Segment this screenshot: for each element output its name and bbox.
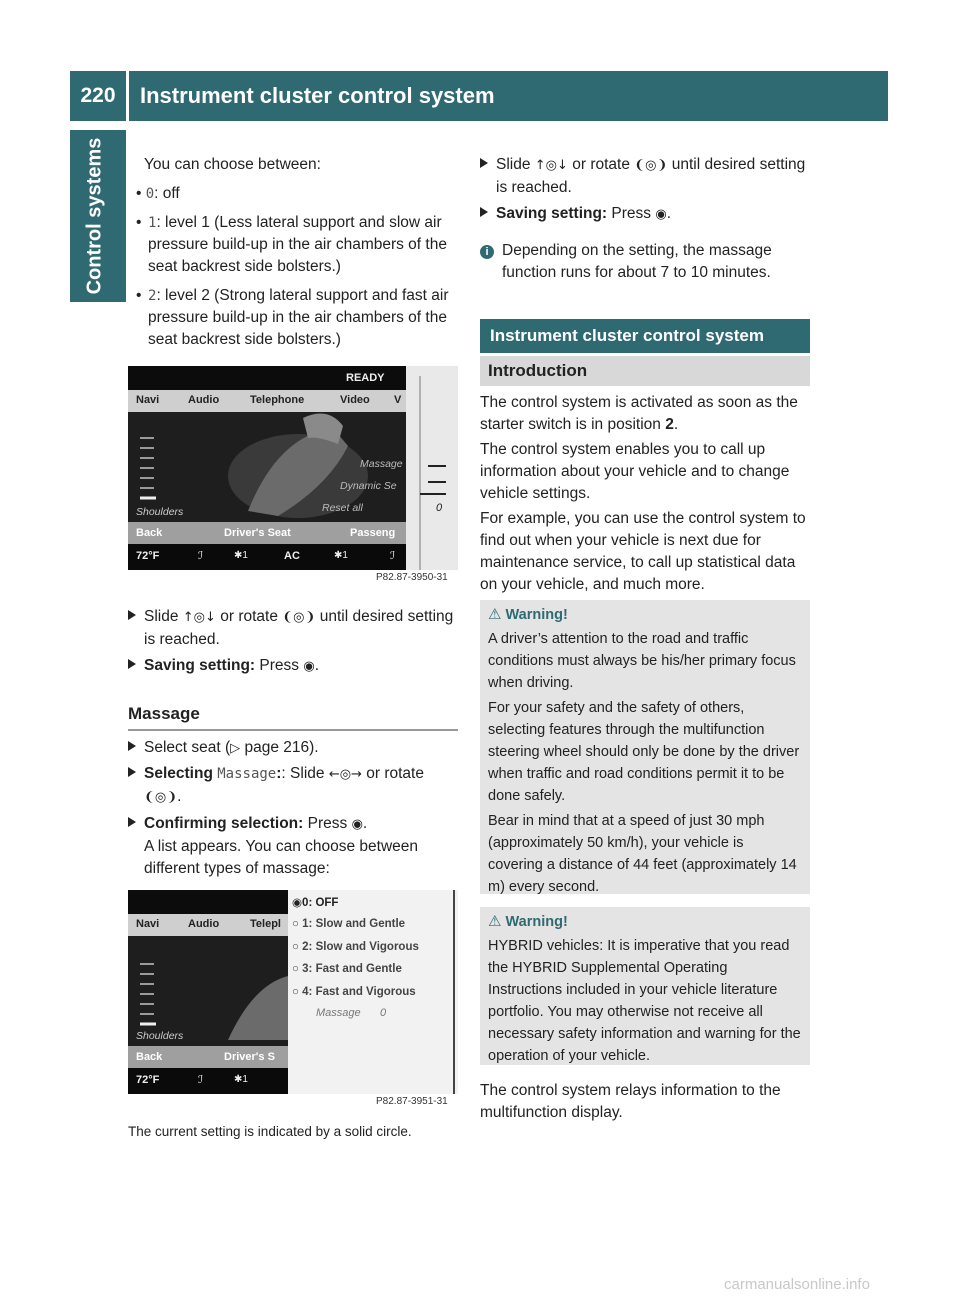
fan-icon-right[interactable]: ✱1: [334, 550, 348, 561]
status-text: READY: [346, 372, 385, 384]
right-step-slide-rotate: Slide ↑◎↓ or rotate ❨◎❩ until desired setting is reached.: [480, 154, 810, 199]
step-arrow-icon: [128, 767, 136, 777]
label-shoulders: Shoulders: [136, 1030, 184, 1042]
tab-telephone[interactable]: Telepl: [250, 918, 281, 930]
bullet-0: • 0: off: [136, 185, 180, 202]
heading-rule: [128, 729, 458, 731]
radio-selected-icon: ◉: [292, 897, 303, 909]
rotate-icon: ❨◎❩: [144, 790, 178, 805]
warning1-paragraph: A driver’s attention to the road and traffic conditions must always be his/her primary focus when driving.: [488, 631, 796, 691]
step-arrow-icon: [128, 610, 136, 620]
intro-paragraph-3: For example, you can use the control system to find out when your vehicle is next due for maintenance service, to call up statistical data on your vehicle, and much more.: [480, 510, 806, 593]
figure-id-2: P82.87-3951-31: [376, 1096, 448, 1107]
warning-triangle-icon: ⚠: [488, 606, 502, 623]
step-arrow-icon: [480, 207, 488, 217]
massage-step-selecting: Selecting Massage:: Slide ←◎→ or rotate ❨◎❩.: [128, 763, 458, 809]
press-icon: ◉: [351, 817, 363, 832]
page-title: Instrument cluster control system: [140, 83, 495, 108]
massage-footer-value: 0: [380, 1007, 387, 1019]
press-icon: ◉: [303, 659, 315, 674]
slide-up-down-icon: ↑◎↓: [182, 610, 216, 625]
warning-box-driver-attention: ⚠ Warning! A driver’s attention to the road and traffic conditions must always be his/her primary focus when driving. For your safety and the safety of others, selecting features through the multifunction steering wheel should only be done by the driver when traffic and road conditions permit it to be done safely. Bear in mind that at a speed of just 30 mph (approximately 50 km/h), your vehicle is covering a distance of 44 feet (approximately 14 m) every second.: [480, 600, 810, 894]
radio-empty-icon: ○: [292, 986, 303, 998]
intro-paragraph-1: The control system is activated as soon as the starter switch is in position 2.: [480, 394, 798, 433]
drivers-seat-button[interactable]: Driver's Seat: [224, 527, 291, 539]
rotate-icon: ❨◎❩: [634, 158, 668, 173]
massage-footer-label: Massage: [316, 1007, 361, 1019]
drivers-seat-button[interactable]: Driver's S: [224, 1051, 275, 1063]
seat-heat-icon[interactable]: ℐ: [198, 550, 204, 562]
right-step-save: Saving setting: Press ◉.: [480, 203, 810, 226]
side-tab-divider: [126, 130, 129, 302]
massage-step-select-seat: Select seat (▷ page 216).: [128, 737, 458, 760]
warning-triangle-icon: ⚠: [488, 913, 502, 930]
menu-massage[interactable]: Massage: [360, 458, 403, 470]
tab-navi[interactable]: Navi: [136, 918, 160, 930]
tab-telephone[interactable]: Telephone: [250, 394, 305, 406]
massage-option-4[interactable]: ○ 4: Fast and Vigorous: [292, 986, 416, 998]
temperature-readout: 72°F: [136, 550, 160, 562]
massage-option-1[interactable]: ○ 1: Slow and Gentle: [292, 918, 406, 930]
passenger-seat-button[interactable]: Passeng: [350, 527, 396, 539]
tab-navi[interactable]: Navi: [136, 394, 160, 406]
tab-audio[interactable]: Audio: [188, 918, 220, 930]
radio-empty-icon: ○: [292, 918, 303, 930]
massage-option-2[interactable]: ○ 2: Slow and Vigorous: [292, 941, 419, 953]
intro-paragraph-2: The control system enables you to call up information about your vehicle and to change vehicle settings.: [480, 441, 790, 502]
menu-dynamic-seat[interactable]: Dynamic Se: [340, 480, 397, 492]
seat-settings-screen: [128, 366, 458, 570]
step-arrow-icon: [128, 659, 136, 669]
temperature-readout: 72°F: [136, 1074, 160, 1086]
bullet-1: • 1: level 1 (Less lateral support and slow air pressure build-up in the air chambers of the seat backrest side bolsters.): [136, 214, 447, 275]
subsection-title-bar: Introduction: [480, 356, 810, 386]
massage-heading: Massage: [128, 704, 200, 723]
slide-left-right-icon: ←◎→: [328, 767, 362, 782]
fan-icon[interactable]: ✱1: [234, 1074, 248, 1085]
step-arrow-icon: [128, 741, 136, 751]
massage-option-3[interactable]: ○ 3: Fast and Gentle: [292, 963, 402, 975]
closing-paragraph: The control system relays information to the multifunction display.: [480, 1082, 781, 1121]
page-ref-icon: ▷: [230, 741, 241, 756]
choose-intro: You can choose between:: [144, 156, 321, 173]
header-divider: [126, 71, 129, 121]
slide-up-down-icon: ↑◎↓: [534, 158, 568, 173]
label-shoulders: Shoulders: [136, 506, 184, 518]
warning-box-hybrid: ⚠ Warning! HYBRID vehicles: It is imperative that you read the HYBRID Supplemental Operating Instructions included in your vehicle literature portfolio. You may otherwise not receive all necessary safety information and warning for the operation of your vehicle.: [480, 907, 810, 1065]
seat-heat-icon[interactable]: ℐ: [198, 1074, 204, 1086]
figure-id-1: P82.87-3950-31: [376, 572, 448, 583]
slider-value: 0: [436, 502, 443, 514]
step-arrow-icon: [480, 158, 488, 168]
warning2-paragraph: HYBRID vehicles: It is imperative that you read the HYBRID Supplemental Operating Instructions included in your vehicle literature portfolio. You may otherwise not receive all necessary safety information and warning for the operation of your vehicle.: [488, 938, 801, 1064]
info-icon: i: [480, 245, 494, 259]
warning1-paragraph: For your safety and the safety of others, selecting features through the multifunction steering wheel should only be done by the driver when traffic and road conditions permit it to be done safely.: [488, 700, 800, 804]
step-slide-rotate: Slide ↑◎↓ or rotate ❨◎❩ until desired setting is reached.: [128, 606, 458, 651]
page-number: 220: [80, 84, 116, 107]
back-button[interactable]: Back: [136, 527, 163, 539]
tab-video[interactable]: Video: [340, 394, 370, 406]
ac-button[interactable]: AC: [284, 550, 300, 562]
tab-audio[interactable]: Audio: [188, 394, 220, 406]
step-arrow-icon: [128, 817, 136, 827]
radio-empty-icon: ○: [292, 963, 303, 975]
watermark: carmanualsonline.info: [724, 1276, 870, 1293]
fan-icon[interactable]: ✱1: [234, 550, 248, 561]
massage-option-0[interactable]: ◉0: OFF: [292, 897, 339, 909]
menu-reset-all[interactable]: Reset all: [322, 502, 363, 514]
bullet-2: • 2: level 2 (Strong lateral support and fast air pressure build-up in the air chambers of the seat backrest side bolsters.): [136, 287, 449, 348]
warning1-paragraph: Bear in mind that at a speed of just 30 mph (approximately 50 km/h), your vehicle is covering a distance of 44 feet (approximately 14 m) every second.: [488, 813, 797, 895]
side-section-label: Control systems: [83, 137, 106, 295]
section-title-bar: Instrument cluster control system: [480, 319, 810, 353]
figure-caption: The current setting is indicated by a solid circle.: [128, 1124, 412, 1139]
radio-empty-icon: ○: [292, 941, 303, 953]
press-icon: ◉: [655, 207, 667, 222]
tab-more[interactable]: V: [394, 394, 402, 406]
seat-heat-icon-right[interactable]: ℐ: [390, 550, 396, 562]
step-save: Saving setting: Press ◉.: [128, 655, 458, 678]
massage-step-confirm: Confirming selection: Press ◉. A list appears. You can choose between different types of massage:: [128, 813, 458, 880]
back-button[interactable]: Back: [136, 1051, 163, 1063]
info-note: i Depending on the setting, the massage function runs for about 7 to 10 minutes.: [480, 240, 810, 284]
massage-list-screen: [128, 890, 458, 1094]
rotate-icon: ❨◎❩: [282, 610, 316, 625]
